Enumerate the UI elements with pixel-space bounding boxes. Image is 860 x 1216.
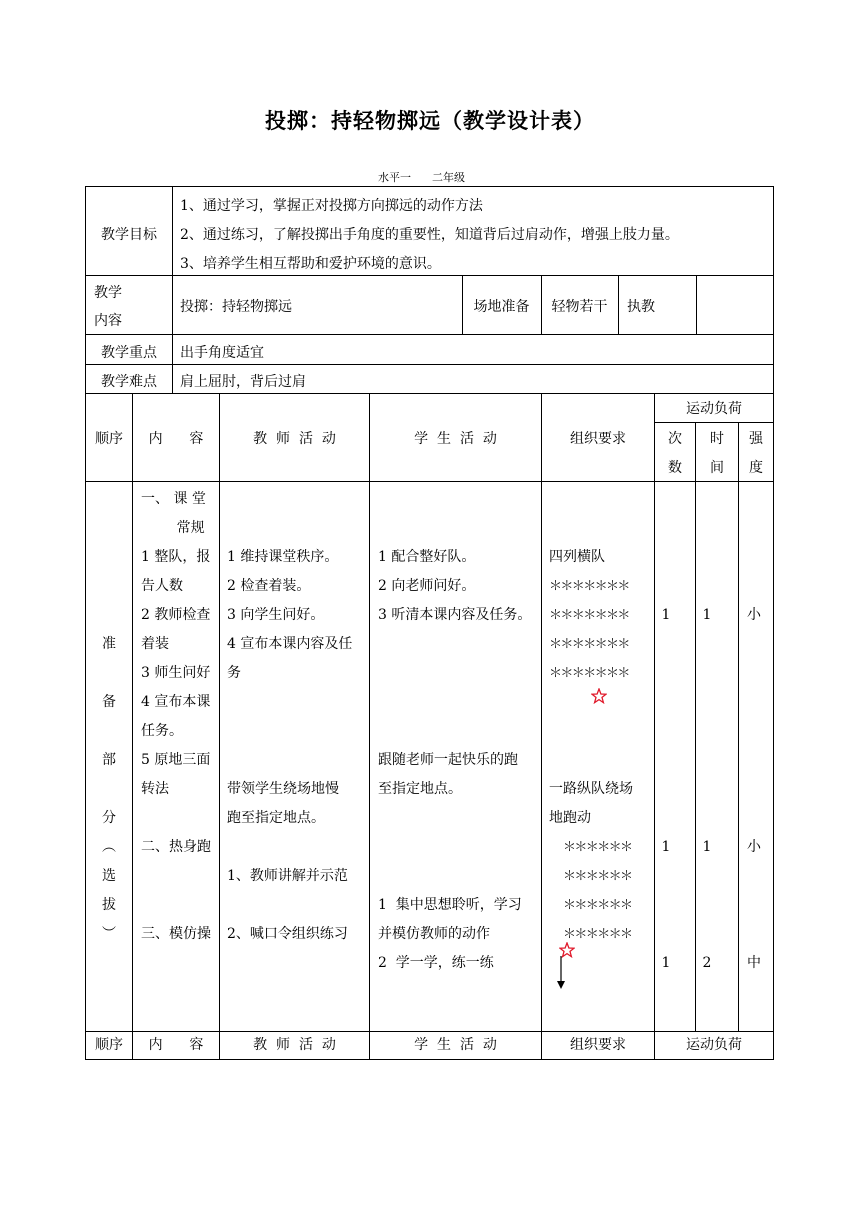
header-intensity-1: 强 [749, 431, 763, 447]
formation-row: ＊＊＊＊＊＊＊ [549, 637, 629, 652]
formation-row: ＊＊＊＊＊＊＊ [549, 666, 629, 681]
formation-row: ＊＊＊＊＊＊ [563, 898, 632, 913]
student-line: 1 配合整好队。 [378, 549, 476, 565]
star-icon [591, 688, 607, 704]
load-intensity: 小 [747, 839, 761, 855]
content-line: 4 宣布本课 [141, 694, 211, 710]
formation-row: ＊＊＊＊＊＊ [563, 927, 632, 942]
objective-1: 1、通过学习，掌握正对投掷方向掷远的动作方法 [180, 198, 483, 214]
objective-3: 3、培养学生相互帮助和爱护环境的意识。 [180, 256, 441, 272]
section-char: ︶ [102, 926, 116, 942]
student-line: 至指定地点。 [378, 781, 462, 797]
footer-teacher: 教 师 活 动 [253, 1037, 336, 1053]
org-line: 一路纵队绕场 [549, 781, 633, 797]
student-line: 2 向老师问好。 [378, 578, 476, 594]
student-line: 并模仿教师的动作 [378, 926, 490, 942]
key-point-label: 教学重点 [101, 345, 157, 361]
header-org: 组织要求 [570, 431, 626, 447]
student-line: 3 听清本课内容及任务。 [378, 607, 532, 623]
key-point-value: 出手角度适宜 [180, 345, 264, 361]
objectives-label: 教学目标 [101, 227, 157, 243]
content-line: 着装 [141, 636, 169, 652]
header-time-1: 时 [710, 431, 724, 447]
footer-org: 组织要求 [570, 1037, 626, 1053]
teacher-label: 执教 [627, 299, 655, 315]
footer-load: 运动负荷 [686, 1037, 742, 1053]
teacher-line: 2 检查着装。 [227, 578, 311, 594]
teacher-line: 3 向学生问好。 [227, 607, 325, 623]
page-title: 投掷：持轻物掷远（教学设计表） [265, 109, 595, 133]
section-char: 选 [102, 868, 116, 884]
section-char: 准 [102, 636, 116, 652]
student-line: 1 集中思想聆听，学习 [378, 897, 522, 913]
org-line: 地跑动 [549, 810, 591, 826]
header-intensity-2: 度 [749, 460, 763, 476]
teacher-line: 4 宣布本课内容及任 [227, 636, 353, 652]
difficulty-value: 肩上屈肘，背后过肩 [180, 374, 306, 390]
header-time-2: 间 [710, 460, 724, 476]
content-line: 转法 [141, 781, 169, 797]
content-label-line2: 内容 [94, 313, 122, 329]
footer-order: 顺序 [95, 1037, 123, 1053]
teacher-line: 2、喊口令组织练习 [227, 926, 348, 942]
section-char: 备 [102, 694, 116, 710]
section-char: 拔 [102, 897, 116, 913]
formation-row: ＊＊＊＊＊＊＊ [549, 579, 629, 594]
load-count: 1 [661, 839, 671, 855]
venue-label: 场地准备 [473, 299, 530, 315]
student-line: 2 学一学，练一练 [378, 955, 494, 971]
header-order: 顺序 [95, 431, 123, 447]
teacher-line: 跑至指定地点。 [227, 810, 325, 826]
load-intensity: 小 [747, 607, 761, 623]
teacher-line: 1、教师讲解并示范 [227, 868, 348, 884]
content-line: 告人数 [141, 578, 183, 594]
teacher-line: 带领学生绕场地慢 [227, 781, 339, 797]
content-line: 5 原地三面 [141, 752, 211, 768]
grade-subtitle: 水平一 二年级 [378, 171, 465, 184]
content-line: 1 整队，报 [141, 549, 211, 565]
org-line: 四列横队 [549, 549, 605, 565]
load-time: 1 [702, 839, 712, 855]
teacher-line: 1 维持课堂秩序。 [227, 549, 339, 565]
header-count-1: 次 [668, 431, 682, 447]
section-char: 分 [102, 810, 116, 826]
header-student: 学 生 活 动 [414, 431, 497, 447]
content-line: 常规 [141, 520, 205, 536]
footer-student: 学 生 活 动 [414, 1037, 497, 1053]
header-count-2: 数 [668, 460, 682, 476]
content-line: 三、模仿操 [141, 926, 211, 942]
content-label-line1: 教学 [94, 285, 122, 301]
load-intensity: 中 [747, 955, 761, 971]
content-line: 一、 课 堂 [141, 491, 206, 507]
load-time: 2 [702, 955, 712, 971]
header-content: 内 容 [148, 431, 204, 447]
formation-row: ＊＊＊＊＊＊ [563, 869, 632, 884]
difficulty-label: 教学难点 [101, 374, 157, 390]
arrow-down-icon [555, 956, 567, 994]
header-teacher: 教 师 活 动 [253, 431, 336, 447]
formation-row: ＊＊＊＊＊＊＊ [549, 608, 629, 623]
load-count: 1 [661, 955, 671, 971]
load-count: 1 [661, 607, 671, 623]
load-time: 1 [702, 607, 712, 623]
student-line: 跟随老师一起快乐的跑 [378, 752, 518, 768]
content-line: 2 教师检查 [141, 607, 211, 623]
section-char: 部 [102, 752, 116, 768]
objective-2: 2、通过练习，了解投掷出手角度的重要性，知道背后过肩动作，增强上肢力量。 [180, 227, 679, 243]
section-char: ︵ [102, 839, 116, 855]
formation-row: ＊＊＊＊＊＊ [563, 840, 632, 855]
content-line: 任务。 [141, 723, 183, 739]
venue-value: 轻物若干 [551, 299, 608, 315]
content-line: 二、热身跑 [141, 839, 211, 855]
header-load: 运动负荷 [686, 401, 742, 417]
content-line: 3 师生问好 [141, 665, 211, 681]
content-value: 投掷：持轻物掷远 [180, 299, 292, 315]
footer-content: 内 容 [148, 1037, 204, 1053]
teacher-line: 务 [227, 665, 241, 681]
